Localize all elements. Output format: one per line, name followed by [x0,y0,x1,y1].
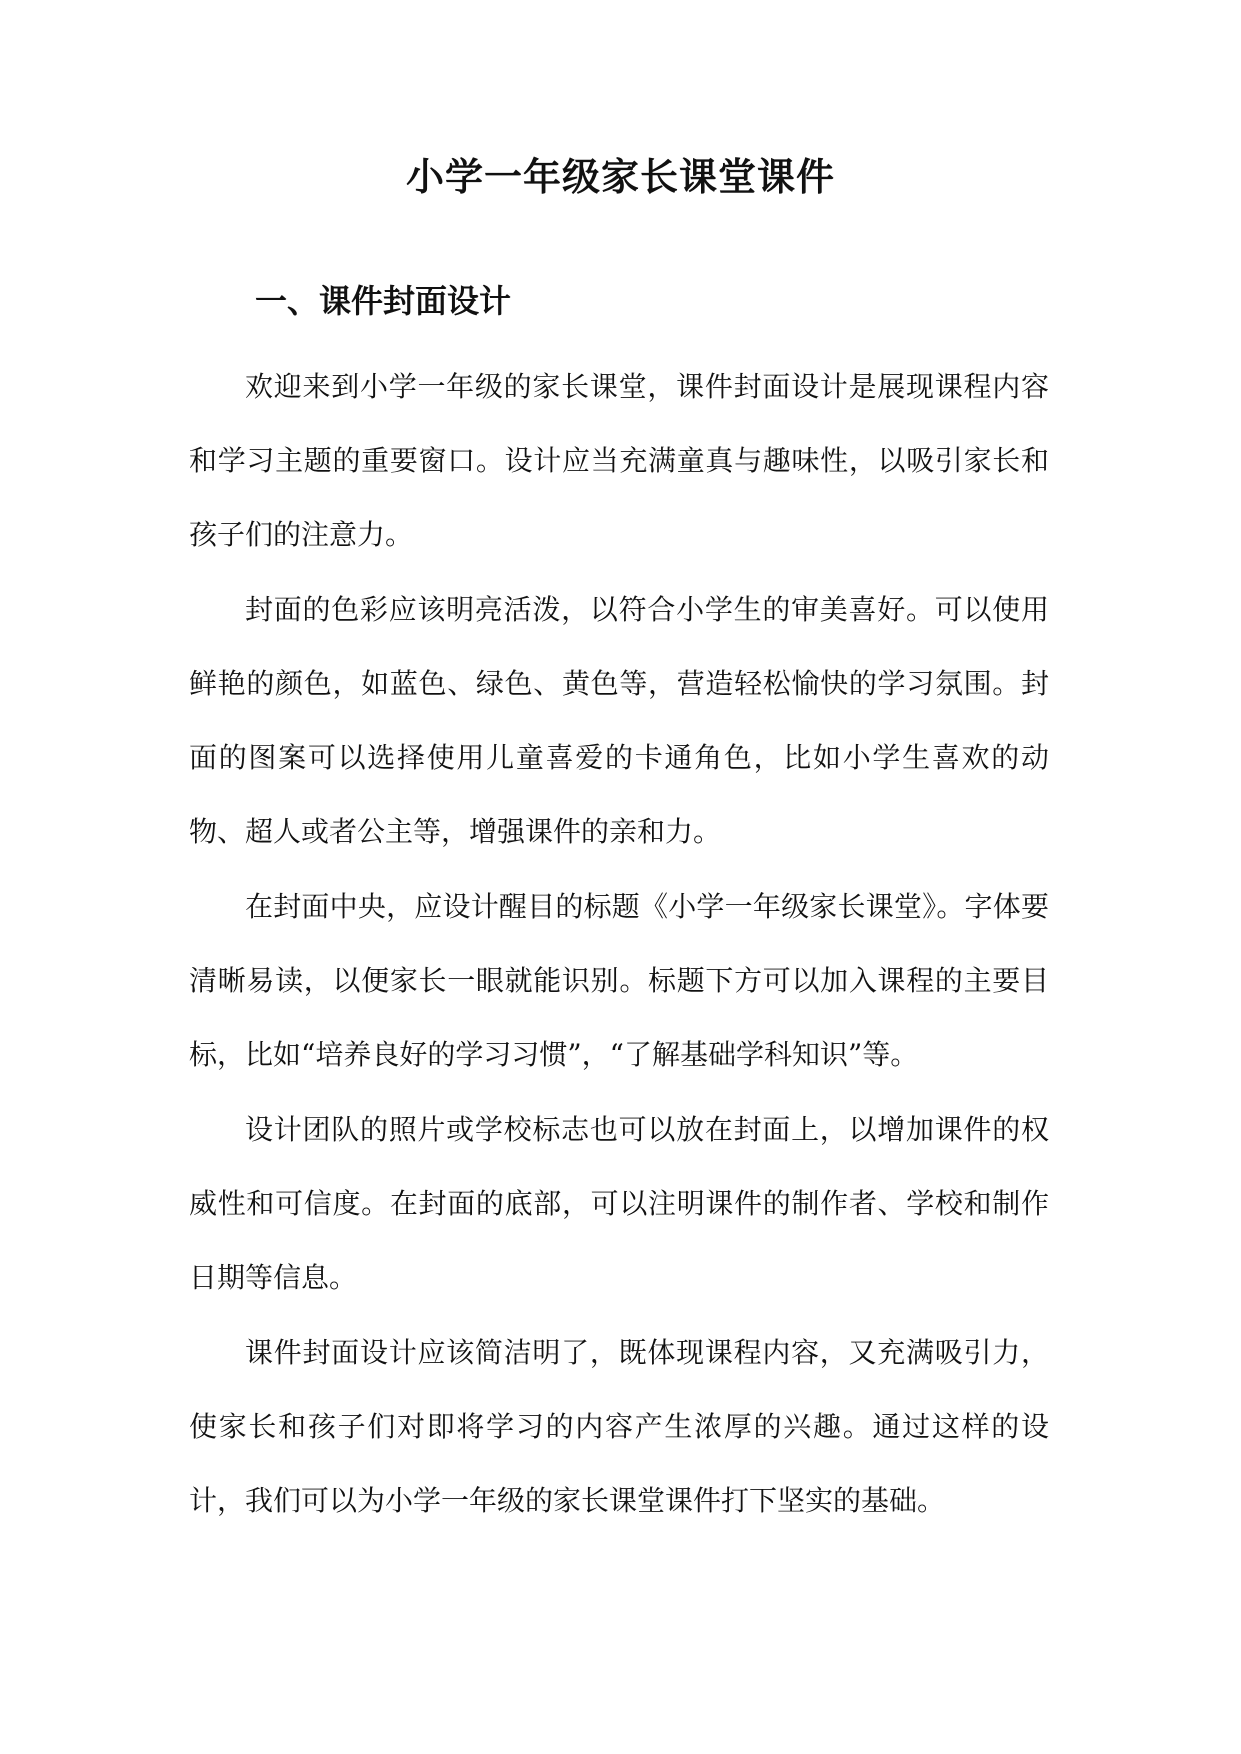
paragraph-intro: 欢迎来到小学一年级的家长课堂，课件封面设计是展现课程内容和学习主题的重要窗口。设计应当充满童真与趣味性，以吸引家长和孩子们的注意力。 [189,370,1049,551]
paragraph-title-design: 在封面中央，应设计醒目的标题《小学一年级家长课堂》。字体要清晰易读，以便家长一眼就能识别。标题下方可以加入课程的主要目标，比如“培养良好的学习习惯”，“了解基础学科知识”等。 [189,890,1049,1071]
paragraph-logo: 设计团队的照片或学校标志也可以放在封面上，以增加课件的权威性和可信度。在封面的底部，可以注明课件的制作者、学校和制作日期等信息。 [189,1113,1049,1294]
page-title: 小学一年级家长课堂课件 [405,154,835,199]
paragraph-colors: 封面的色彩应该明亮活泼，以符合小学生的审美喜好。可以使用鲜艳的颜色，如蓝色、绿色、黄色等，营造轻松愉快的学习氛围。封面的图案可以选择使用儿童喜爱的卡通角色，比如小学生喜欢的动物、超人或者公主等，增强课件的亲和力。 [189,593,1049,848]
section-heading: 一、课件封面设计 [255,282,512,320]
paragraph-summary: 课件封面设计应该简洁明了，既体现课程内容，又充满吸引力，使家长和孩子们对即将学习的内容产生浓厚的兴趣。通过这样的设计，我们可以为小学一年级的家长课堂课件打下坚实的基础。 [189,1336,1049,1517]
